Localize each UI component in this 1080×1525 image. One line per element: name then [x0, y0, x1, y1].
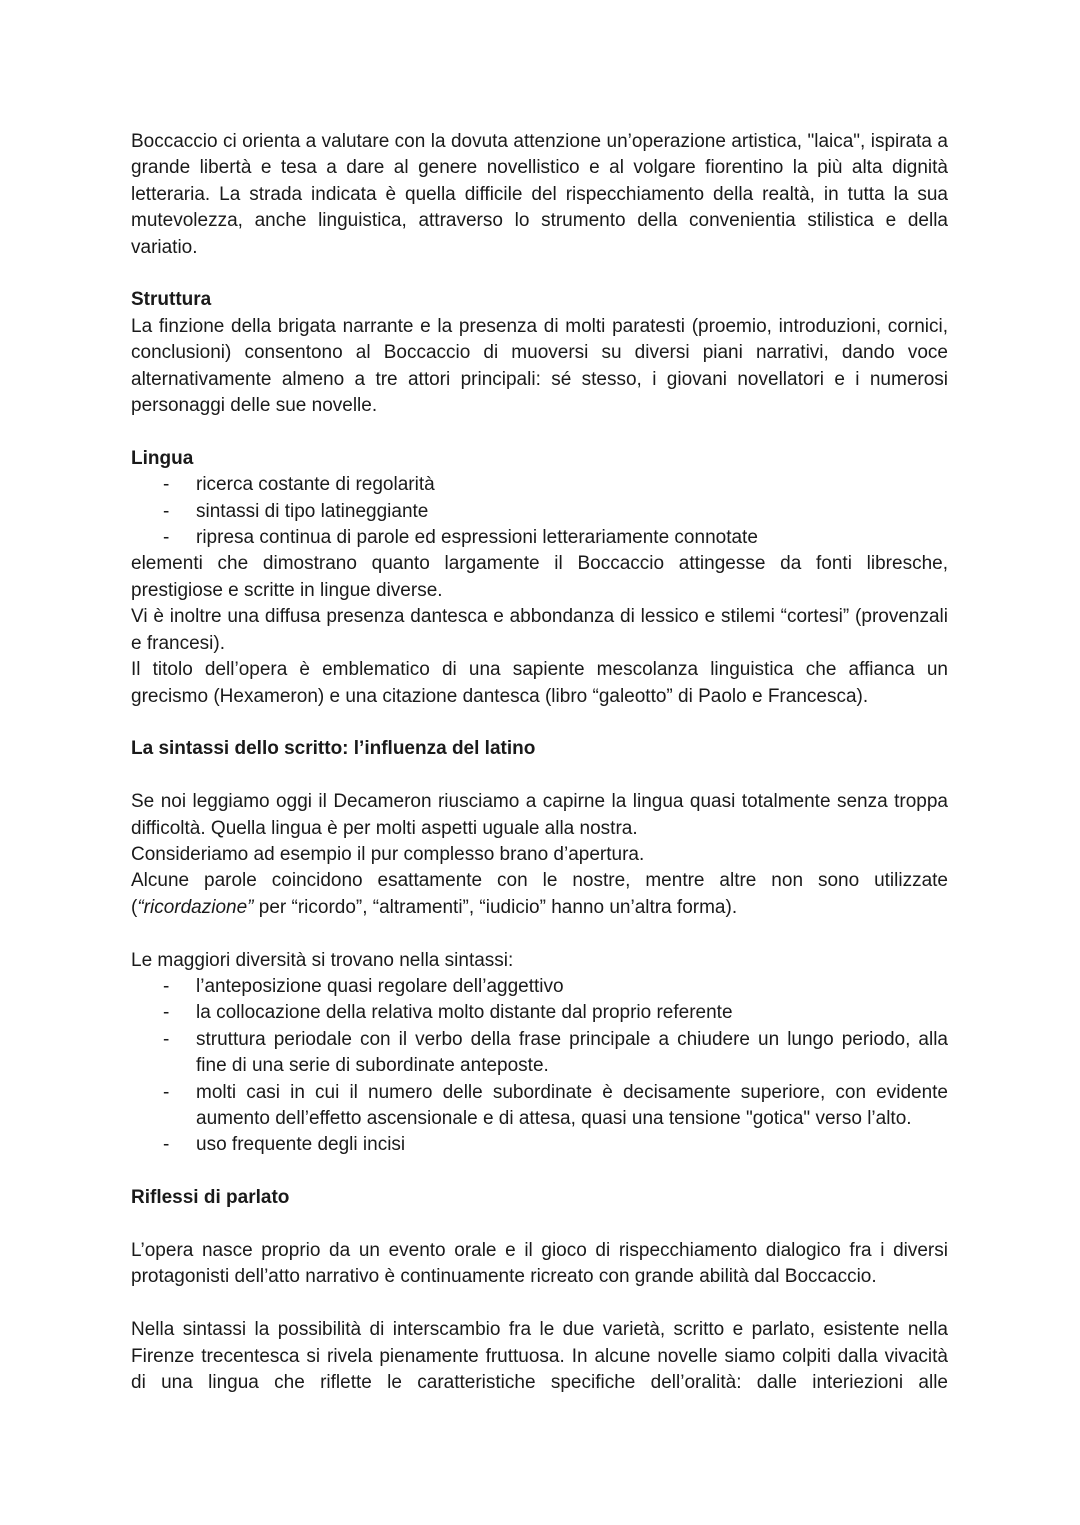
lingua-list [131, 472, 948, 551]
heading-lingua: Lingua [131, 447, 194, 469]
list-item: - l’anteposizione quasi regolare dell’aggettivo [131, 974, 948, 1000]
spacer [131, 261, 948, 287]
riflessi-paragraph-1: L’opera nasce proprio da un evento orale e il gioco di rispecchiamento dialogico fra i diversi protagonisti dell’atto narrativo è continuamente ricreato con grande abilità dal Boccaccio. [131, 1239, 948, 1288]
sintassi-list [131, 974, 948, 1159]
struttura-paragraph: La finzione della brigata narrante e la presenza di molti paratesti (proemio, introduzioni, cornici, conclusioni) consentono al Boccaccio di muoversi su diversi piani narrativi, dando voce alternativamente almeno a tre attori principali: sé stesso, i giovani novellatori e i numerosi personaggi delle sue novelle. [131, 315, 948, 417]
intro-paragraph: Boccaccio ci orienta a valutare con la dovuta attenzione un’operazione artistica, "laica", ispirata a grande libertà e tesa a dare al genere novellistico e al volgare fiorentino la più alta dignità letteraria. La strada indicata è quella difficile del rispecchiamento della realtà, in tutta la sua mutevolezza, anche linguistica, attraverso lo strumento della convenientia stilistica e della variatio. [131, 131, 948, 258]
spacer [131, 419, 948, 445]
list-item: - ripresa continua di parole ed espressioni letterariamente connotate [131, 525, 948, 551]
spacer [131, 1159, 948, 1185]
list-item: - ricerca costante di regolarità [131, 472, 948, 498]
lingua-paragraph-2: Vi è inoltre una diffusa presenza dantesca e abbondanza di lessico e stilemi “cortesi” (provenzali e francesi). [131, 606, 948, 654]
heading-struttura: Struttura [131, 289, 212, 311]
lingua-paragraph-3: Il titolo dell’opera è emblematico di una sapiente mescolanza linguistica che affianca un grecismo (Hexameron) e una citazione dantesca (libro “galeotto” di Paolo e Francesca). [131, 659, 948, 707]
list-item: - sintassi di tipo latineggiante [131, 499, 948, 525]
heading-sintassi: La sintassi dello scritto: l’influenza del latino [131, 738, 536, 760]
spacer [131, 921, 948, 947]
heading-riflessi: Riflessi di parlato [131, 1187, 290, 1209]
text-span: per “ricordo”, “altramenti”, “iudicio” hanno un’altra forma). [253, 896, 738, 918]
text-span: Alcune parole coincidono esattamente con le nostre, mentre altre non sono utilizzate ( [131, 870, 948, 918]
lingua-paragraph-1: elementi che dimostrano quanto largamente il Boccaccio attingesse da fonti libresche, prestigiose e scritte in lingue diverse. [131, 553, 948, 601]
sintassi-paragraph-4: Le maggiori diversità si trovano nella sintassi: [131, 949, 514, 971]
list-item: - molti casi in cui il numero delle subordinate è decisamente superiore, con evidente aumento dell’effetto ascensionale e di attesa, quasi una tensione "gotica" verso l’alto. [131, 1080, 948, 1133]
list-item: - la collocazione della relativa molto distante dal proprio referente [131, 1000, 948, 1026]
spacer [131, 710, 948, 736]
sintassi-paragraph-2: Consideriamo ad esempio il pur complesso brano d’apertura. [131, 843, 645, 865]
spacer [131, 1291, 948, 1317]
spacer [131, 763, 948, 789]
sintassi-paragraph-1: Se noi leggiamo oggi il Decameron riusciamo a capirne la lingua quasi totalmente senza troppa difficoltà. Quella lingua è per molti aspetti uguale alla nostra. [131, 791, 948, 839]
list-item: - struttura periodale con il verbo della frase principale a chiudere un lungo periodo, alla fine di una serie di subordinate anteposte. [131, 1027, 948, 1080]
list-item: - uso frequente degli incisi [131, 1132, 948, 1158]
italic-term: “ricordazione” [137, 896, 254, 918]
riflessi-paragraph-2: Nella sintassi la possibilità di interscambio fra le due varietà, scritto e parlato, esistente nella Firenze trecentesca si rivela pienamente fruttuosa. In alcune novelle siamo colpiti dalla vivacità di una lingua che riflette le caratteristiche specifiche dell’oralità: dalle interiezioni alle [131, 1319, 948, 1393]
sintassi-paragraph-3 [131, 868, 948, 921]
document-page [131, 129, 948, 1396]
spacer [131, 1212, 948, 1238]
